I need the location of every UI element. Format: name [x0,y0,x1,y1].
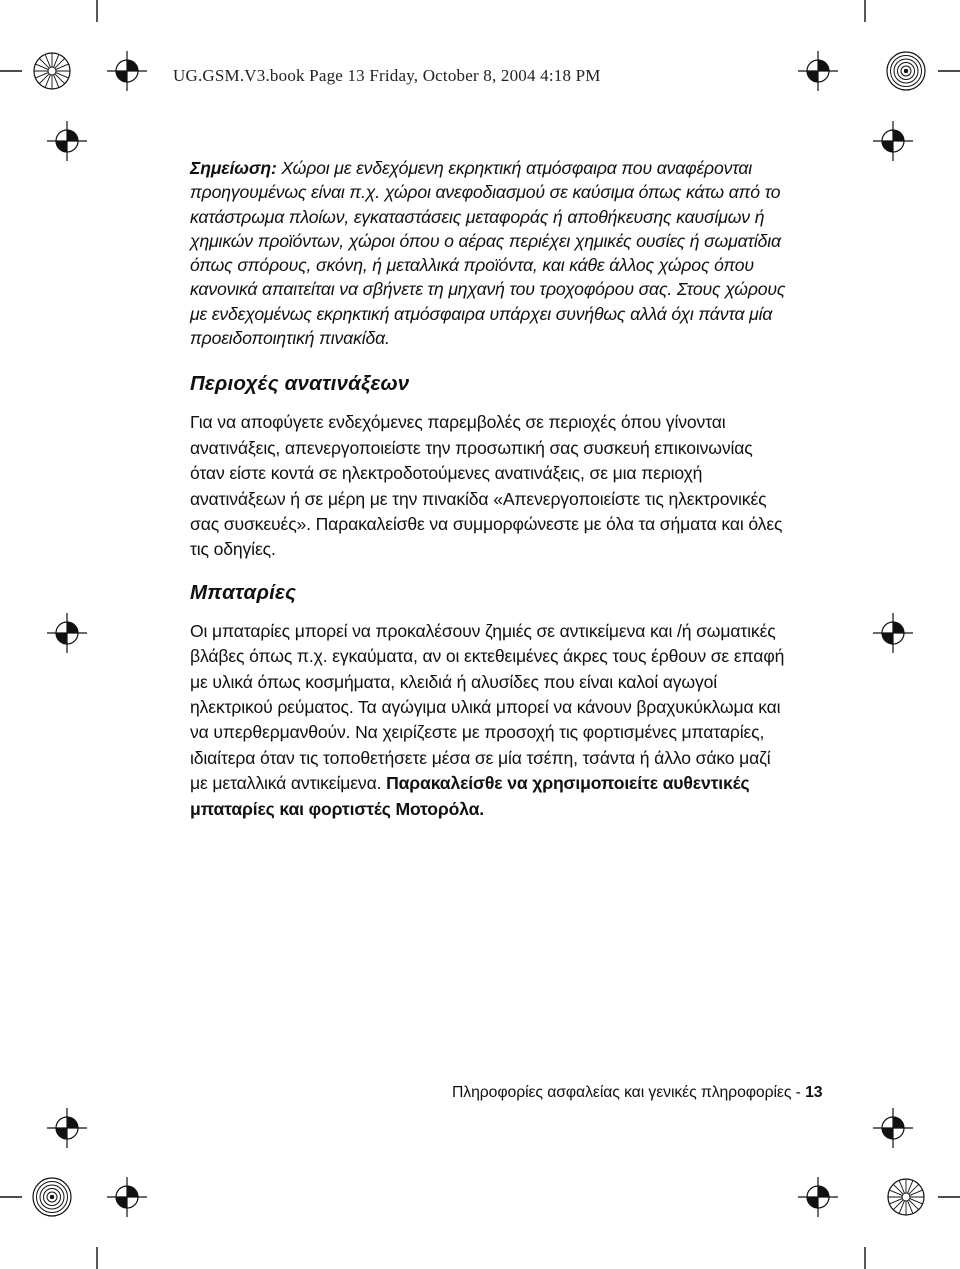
page-footer [452,1084,823,1102]
crosshair-mark [107,1177,147,1217]
batteries-emphasis: Παρακαλείσθε να χρησιμοποιείτε αυθεντικές μπαταρίες και φορτιστές Μοτορόλα. [190,773,750,819]
crosshair-mark [798,1177,838,1217]
note-text: Χώροι με ενδεχόμενη εκρηκτική ατμόσφαιρα που αναφέρονται προηγουμένως είναι π.χ. χώροι ανεφοδιασμού σε καύσιμα όπως κάτω από το κατάστρωμα πλοίων, εγκαταστάσεις μεταφοράς ή αποθήκευσης καυσίμων ή χημικών προϊόντων, χώροι όπου ο αέρας περιέχει χημικές ουσίες ή σωματίδια όπως σπόρους, σκόνη, ή μεταλλικά προϊόντα, και κάθε άλλος χώρος όπου κανονικά απαιτείται να σβήνετε τη μηχανή του τροχοφόρου σας. Στους χώρους με ενδεχομένως εκρηκτική ατμόσφαιρα υπάρχει συνήθως αλλά όχι πάντα μία προειδοποιητική πινακίδα. [190,158,786,349]
crosshair-mark [47,121,87,161]
registration-target-top-left [34,53,70,89]
batteries-heading: Μπαταρίες [190,580,297,604]
crosshair-mark [873,1108,913,1148]
page-content [190,156,790,822]
registration-target-bottom-left [33,1178,71,1216]
registration-target-top-right [887,52,925,90]
blasting-areas-text: Για να αποφύγετε ενδεχόμενες παρεμβολές σε περιοχές όπου γίνονται ανατινάξεις, απενεργοποιείστε την προσωπική σας συσκευή επικοινωνίας όταν είστε κοντά σε ηλεκτροδοτούμενες ανατινάξεις, σε μια περιοχή ανατινάξεων ή σε μέρη με την πινακίδα «Απενεργοποιείστε τις ηλεκτρονικές σας συσκευές». Παρακαλείσθε να συμμορφώνεστε με όλα τα σήματα και όλες τις οδηγίες. [190,412,783,560]
crosshair-mark [873,121,913,161]
page-number: 13 [805,1084,823,1101]
print-file-info: UG.GSM.V3.book Page 13 Friday, October 8, 2004 4:18 PM [173,66,601,85]
note-label: Σημείωση: [190,158,277,178]
safety-note [190,156,790,350]
crosshair-mark [47,1108,87,1148]
blasting-areas-heading: Περιοχές ανατινάξεων [190,372,410,396]
crosshair-mark [107,51,147,91]
crosshair-mark [873,613,913,653]
batteries-text [190,619,790,822]
batteries-body: Οι μπαταρίες μπορεί να προκαλέσουν ζημιές σε αντικείμενα και /ή σωματικές βλάβες όπως π.χ. εγκαύματα, αν οι εκτεθειμένες άκρες τους έρθουν σε επαφή με υλικά όπως κοσμήματα, κλειδιά ή αλυσίδες που είναι καλοί αγωγοί ηλεκτρικού ρεύματος. Τα αγώγιμα υλικά μπορεί να κάνουν βραχυκύκλωμα και να υπερθερμανθούν. Να χειρίζεστε με προσοχή τις φορτισμένες μπαταρίες, ιδιαίτερα όταν τις τοποθετήσετε μέσα σε μία τσέπη, τσάντα ή άλλο σάκο μαζί με μεταλλικά αντικείμενα. [190,620,785,794]
registration-target-bottom-right [888,1179,924,1215]
crosshair-mark [798,51,838,91]
crosshair-mark [47,613,87,653]
footer-section-title: Πληροφορίες ασφαλείας και γενικές πληροφορίες - [452,1084,806,1101]
